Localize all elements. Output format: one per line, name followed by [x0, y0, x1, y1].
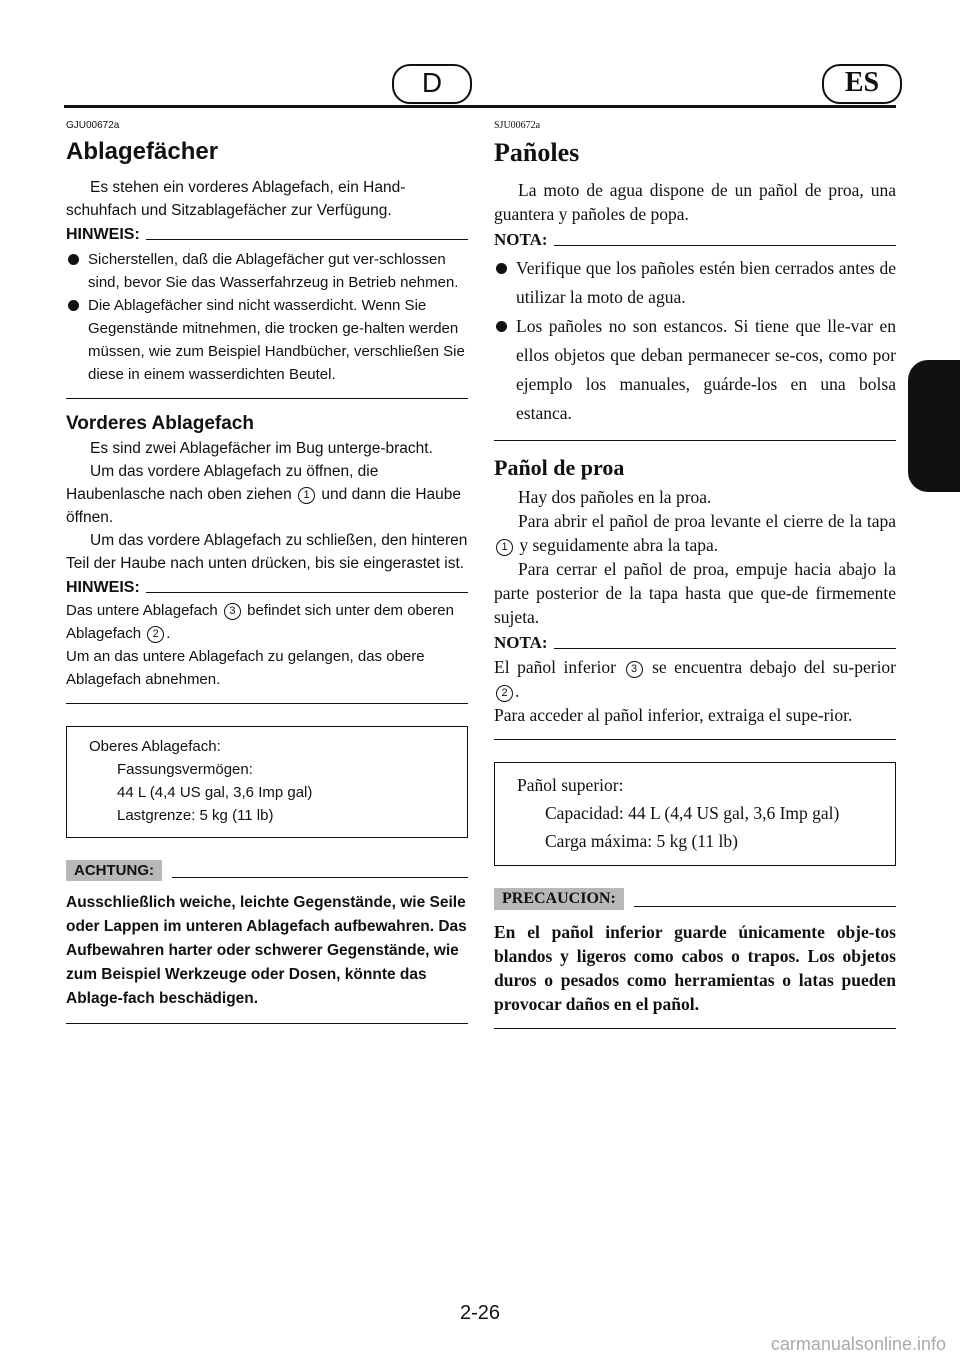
spec-line: Carga máxima: 5 kg (11 lb)	[545, 831, 738, 851]
note-heading	[494, 633, 896, 653]
watermark: carmanualsonline.info	[770, 1334, 946, 1354]
note-label: HINWEIS:	[66, 226, 140, 243]
note-item: Sicherstellen, daß die Ablagefächer gut ver-schlossen sind, bevor Sie das Wasserfahrzeug in Betrieb nehmen.	[66, 248, 468, 294]
section-title: Ablagefächer	[66, 138, 219, 165]
note-label: NOTA:	[494, 230, 548, 249]
warning-heading	[494, 888, 896, 910]
warning-heading	[66, 860, 468, 881]
paragraph: Para abrir el pañol de proa levante el cierre de la tapa 1 y seguidamente abra la tapa.	[494, 509, 896, 557]
paragraph: Es sind zwei Ablagefächer im Bug unterge-bracht.	[90, 440, 433, 457]
warning-text: Ausschließlich weiche, leichte Gegenstände, wie Seile oder Lappen im unteren Ablagefach aufbewahren. Das Aufbewahren harter oder schwerer Gegenstände, wie zum Beispiel Werkzeuge oder Dosen, könnte das Ablage-fach beschädigen.	[66, 894, 467, 1007]
language-tab-german: D	[392, 64, 472, 104]
note-item: Verifique que los pañoles estén bien cerrados antes de utilizar la moto de agua.	[494, 254, 896, 312]
paragraph: Um das vordere Ablagefach zu öffnen, die Haubenlasche nach oben ziehen 1 und dann die Haube öffnen.	[66, 463, 462, 526]
spec-title: Pañol superior:	[517, 775, 624, 795]
note-paragraph: Das untere Ablagefach 3 befindet sich unter dem oberen Ablagefach 2 .	[66, 602, 454, 642]
note-rule	[146, 592, 468, 593]
note-paragraph: Para acceder al pañol inferior, extraiga el supe-rior.	[494, 705, 853, 725]
callout-number: 2	[496, 685, 513, 702]
note-end-rule	[66, 398, 468, 399]
callout-number: 2	[147, 626, 164, 643]
subsection-title: Pañol de proa	[494, 455, 625, 480]
note-label: HINWEIS:	[66, 579, 140, 596]
paragraph: Hay dos pañoles en la proa.	[518, 487, 712, 507]
note-heading	[66, 579, 468, 597]
callout-number: 3	[626, 661, 643, 678]
note-rule	[554, 648, 896, 649]
spec-title: Oberes Ablagefach:	[89, 738, 221, 755]
section-code: GJU00672a	[66, 120, 120, 131]
spec-line: Capacidad: 44 L (4,4 US gal, 3,6 Imp gal)	[545, 803, 840, 823]
language-tab-spanish: ES	[822, 64, 902, 104]
note-paragraph: El pañol inferior 3 se encuentra debajo del su-perior 2 .	[494, 657, 897, 701]
spec-line: Lastgrenze: 5 kg (11 lb)	[117, 807, 274, 824]
paragraph: Um das vordere Ablagefach zu schließen, den hinteren Teil der Haube nach unten drücken, bis sie eingerastet ist.	[66, 532, 468, 572]
note-item: Los pañoles no son estancos. Si tiene que lle-var en ellos objetos que deban permanecer se-cos, como por ejemplo los manuales, guárde-los en una bolsa estanca.	[494, 312, 896, 428]
warning-rule	[634, 906, 896, 907]
warning-end-rule	[494, 1028, 896, 1029]
note-item: Die Ablagefächer sind nicht wasserdicht. Wenn Sie Gegenstände mitnehmen, die trocken ge-halten werden müssen, wie zum Beispiel Handbücher, verschließen Sie diese in einem wasserdichten Beutel.	[66, 294, 468, 386]
note-paragraph: Um an das untere Ablagefach zu gelangen, das obere Ablagefach abnehmen.	[66, 648, 425, 688]
intro-paragraph: Es stehen ein vorderes Ablagefach, ein Hand-schuhfach und Sitzablagefächer zur Verfügung.	[66, 179, 406, 219]
intro-paragraph: La moto de agua dispone de un pañol de proa, una guantera y pañoles de popa.	[494, 180, 896, 224]
note-label: NOTA:	[494, 633, 548, 652]
note-end-rule	[66, 703, 468, 704]
spanish-column	[494, 120, 896, 1043]
note-rule	[554, 245, 896, 246]
callout-number: 1	[496, 539, 513, 556]
spec-box	[494, 762, 896, 866]
warning-end-rule	[66, 1023, 468, 1024]
section-title: Pañoles	[494, 138, 580, 167]
callout-number: 1	[298, 487, 315, 504]
note-heading	[494, 230, 896, 250]
header-rule	[64, 105, 896, 108]
paragraph: Para cerrar el pañol de proa, empuje hacia abajo la parte posterior de la tapa hasta que que-de firmemente sujeta.	[494, 559, 896, 627]
callout-number: 3	[224, 603, 241, 620]
warning-label: ACHTUNG:	[66, 860, 162, 881]
note-end-rule	[494, 739, 896, 740]
subsection-title: Vorderes Ablagefach	[66, 413, 254, 434]
note-rule	[146, 239, 468, 240]
note-list	[66, 248, 468, 386]
page-number: 2-26	[459, 1302, 501, 1324]
german-column	[66, 120, 468, 1038]
section-code: SJU00672a	[494, 120, 541, 131]
note-list	[494, 254, 896, 428]
note-end-rule	[494, 440, 896, 441]
spec-line: 44 L (4,4 US gal, 3,6 Imp gal)	[117, 784, 313, 801]
warning-rule	[172, 877, 468, 878]
spec-line: Fassungsvermögen:	[117, 761, 253, 778]
warning-text: En el pañol inferior guarde únicamente obje-tos blandos y ligeros como cabos o trapos. Los objetos duros o pesados como herramientas o latas pueden provocar daños en el pañol.	[494, 922, 896, 1014]
note-heading	[66, 226, 468, 244]
spec-box	[66, 726, 468, 838]
chapter-side-tab	[908, 360, 960, 492]
warning-label: PRECAUCION:	[494, 888, 624, 910]
